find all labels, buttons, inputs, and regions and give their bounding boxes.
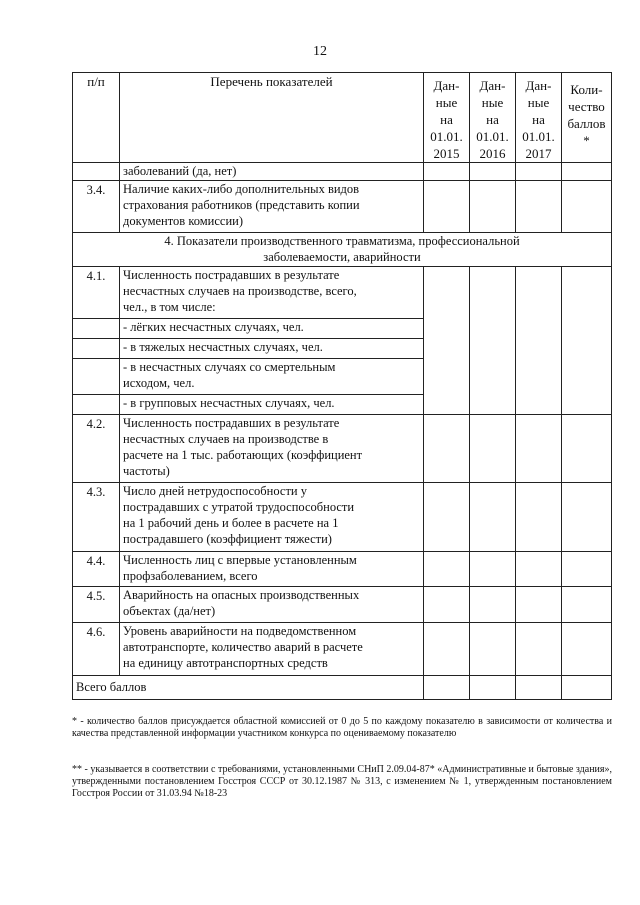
text-line: 01.01. — [476, 129, 509, 144]
text-line: профзаболеванием, всего — [123, 569, 258, 583]
text-line: - в несчастных случаях со смертельным — [123, 360, 336, 374]
row-num: 4.2. — [73, 415, 120, 483]
text-line: автотранспорте, количество аварий в расчете — [123, 640, 363, 654]
total-row — [73, 676, 612, 700]
row-text — [120, 415, 424, 483]
row-num: 4.3. — [73, 483, 120, 552]
text-line: заболеваемости, аварийности — [263, 250, 421, 264]
row-text — [120, 319, 424, 339]
text-line: Аварийность на опасных производственных — [123, 588, 360, 602]
text-line: ные — [435, 95, 458, 110]
footnote-1: * - количество баллов присуждается областной комиссией от 0 до 5 по каждому показателю в зависимости от количества и качества представленной информации участником конкурса по оцениваемому показателю — [72, 716, 612, 739]
row-num: 3.4. — [73, 181, 120, 233]
section-heading-row — [73, 233, 612, 267]
text-line: 2015 — [433, 146, 460, 161]
text-line: Численность лиц с впервые установленным — [123, 553, 357, 567]
row-num: 4.5. — [73, 587, 120, 623]
text-line: на 1 рабочий день и более в расчете на 1 — [123, 516, 339, 530]
header-score — [562, 73, 612, 163]
text-line: - в тяжелых несчастных случаях, чел. — [123, 340, 323, 354]
text-line: объектах (да/нет) — [123, 604, 216, 618]
row-text — [120, 587, 424, 623]
row-text — [120, 552, 424, 587]
row-text — [120, 623, 424, 676]
text-line: документов комиссии) — [123, 214, 244, 228]
text-line: Дан- — [433, 78, 460, 93]
text-line: 01.01. — [522, 129, 555, 144]
table-row — [73, 623, 612, 676]
text-line: 2016 — [479, 146, 506, 161]
text-line: пострадавших с утратой трудоспособности — [123, 500, 355, 514]
header-2017 — [516, 73, 562, 163]
total-label: Всего баллов — [73, 676, 424, 700]
row-text — [120, 483, 424, 552]
footnote-2: ** - указывается в соответствии с требованиями, установленными СНиП 2.09.04-87* «Административные и бытовые здания», утвержденными постановлением Госстроя СССР от 30.12.1987 № 313, с изменением № 1, утвержденным постановлением Госстроя России от 31.03.94 №18-23 — [72, 764, 612, 799]
text-line: несчастных случаев на производстве, всего, — [123, 284, 357, 298]
text-line: Дан- — [479, 78, 506, 93]
table-row — [73, 587, 612, 623]
text-line: Наличие каких-либо дополнительных видов — [123, 182, 360, 196]
row-text — [120, 339, 424, 359]
page-number: 12 — [313, 44, 327, 59]
text-line: на — [486, 112, 499, 127]
text-line: Численность пострадавших в результате — [123, 416, 340, 430]
row-num — [73, 163, 120, 181]
text-line: Уровень аварийности на подведомственном — [123, 624, 357, 638]
text-line: ные — [481, 95, 504, 110]
text-line: Коли- — [570, 82, 603, 97]
text-line: исходом, чел. — [123, 376, 195, 390]
header-2016 — [470, 73, 516, 163]
text-line: пострадавшего (коэффициент тяжести) — [123, 532, 332, 546]
header-indicators: Перечень показателей — [120, 73, 424, 163]
row-num: 4.4. — [73, 552, 120, 587]
header-num: п/п — [73, 73, 120, 163]
section-4-heading — [73, 233, 612, 267]
text-line: чел., в том числе: — [123, 300, 216, 314]
text-line: Численность пострадавших в результате — [123, 268, 340, 282]
row-text — [120, 359, 424, 395]
row-num: 4.1. — [73, 267, 120, 319]
text-line: баллов — [567, 116, 606, 131]
text-line: 4. Показатели производственного травматизма, профессиональной — [164, 234, 520, 248]
row-text — [120, 395, 424, 415]
text-line: частоты) — [123, 464, 170, 478]
text-line: страхования работников (представить копии — [123, 198, 360, 212]
table-row — [73, 267, 612, 319]
table-row — [73, 415, 612, 483]
row-text — [120, 267, 424, 319]
text-line: 2017 — [525, 146, 552, 161]
text-line: чество — [568, 99, 605, 114]
indicators-table — [72, 72, 612, 700]
text-line: - лёгких несчастных случаях, чел. — [123, 320, 304, 334]
text-line: на — [440, 112, 453, 127]
text-line: расчете на 1 тыс. работающих (коэффициент — [123, 448, 363, 462]
text-line: заболеваний (да, нет) — [123, 164, 237, 178]
row-num: 4.6. — [73, 623, 120, 676]
table-row — [73, 483, 612, 552]
text-line: Дан- — [525, 78, 552, 93]
row-text — [120, 163, 424, 181]
table-row — [73, 181, 612, 233]
table-row — [73, 552, 612, 587]
text-line: 01.01. — [430, 129, 463, 144]
text-line: на — [532, 112, 545, 127]
row-text — [120, 181, 424, 233]
text-line: ные — [527, 95, 550, 110]
header-2015 — [424, 73, 470, 163]
text-line: * — [583, 133, 590, 148]
text-line: несчастных случаев на производстве в — [123, 432, 329, 446]
table-row — [73, 163, 612, 181]
text-line: Число дней нетрудоспособности у — [123, 484, 307, 498]
text-line: - в групповых несчастных случаях, чел. — [123, 396, 335, 410]
text-line: на единицу автотранспортных средств — [123, 656, 328, 670]
